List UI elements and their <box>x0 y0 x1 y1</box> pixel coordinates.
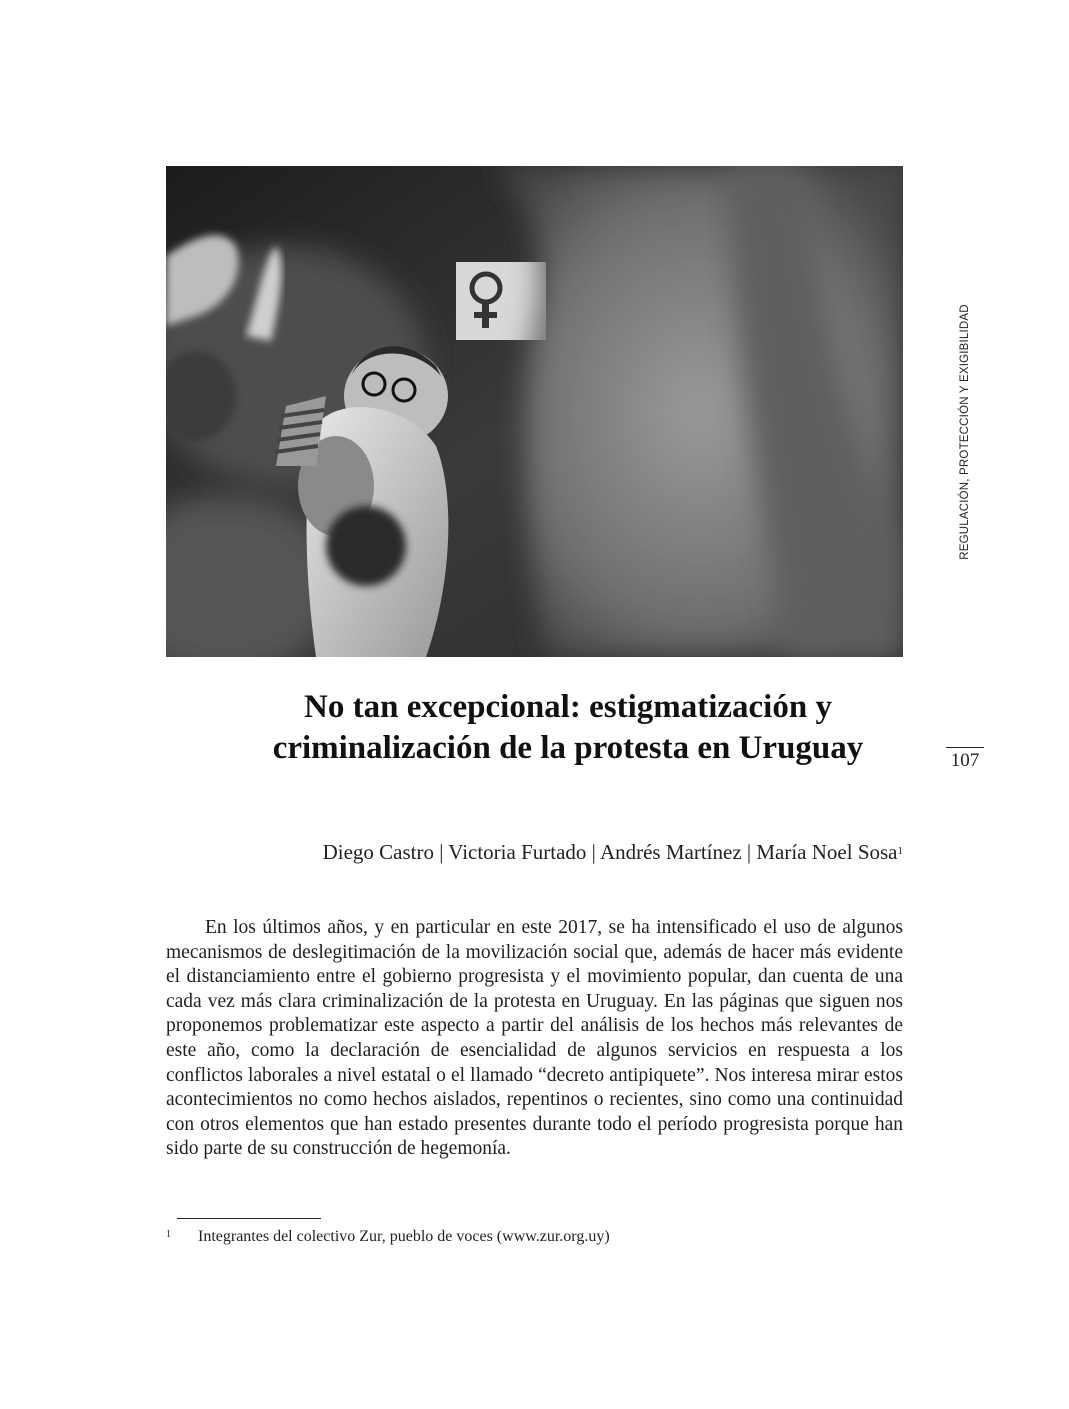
article-title <box>166 687 970 769</box>
footnote-divider <box>177 1218 321 1219</box>
protest-photo <box>166 166 903 657</box>
body-paragraph: En los últimos años, y en particular en este 2017, se ha intensificado el uso de algunos mecanismos de deslegitimación de la movilización social que, además de hacer más evidente el distanciamiento entre el gobierno progresista y el movimiento popular, dan cuenta de una cada vez más clara criminalización de la protesta en Uruguay. En las páginas que siguen nos proponemos problematizar este aspecto a partir del análisis de los hechos más relevantes de este año, como la declaración de esencialidad de algunos servicios en respuesta a los conflictos laborales a nivel estatal o el llamado “decreto antipiquete”. Nos interesa mirar estos acontecimientos no como hechos aislados, repentinos o recientes, sino como una continuidad con otros elementos que han estado presentes durante todo el período progresista porque han sido parte de su construcción de hegemonía. <box>166 917 903 1160</box>
running-header <box>948 297 982 567</box>
author-line <box>166 838 903 866</box>
authors-names: Diego Castro | Victoria Furtado | Andrés Martínez | María Noel Sosa <box>322 840 898 864</box>
running-header-text: REGULACIÓN, PROTECCIÓN Y EXIGIBILIDAD <box>959 304 971 560</box>
title-line-1: No tan excepcional: estigmatización y <box>304 689 832 725</box>
footnote-text: Integrantes del colectivo Zur, pueblo de voces (www.zur.org.uy) <box>198 1228 610 1245</box>
protest-photo-illustration <box>166 166 903 657</box>
title-line-2: criminalización de la protesta en Uruguay <box>272 730 864 766</box>
footnote-mark: 1 <box>166 1229 171 1240</box>
page-number: 107 <box>946 747 984 772</box>
author-footnote-marker: 1 <box>897 845 903 857</box>
